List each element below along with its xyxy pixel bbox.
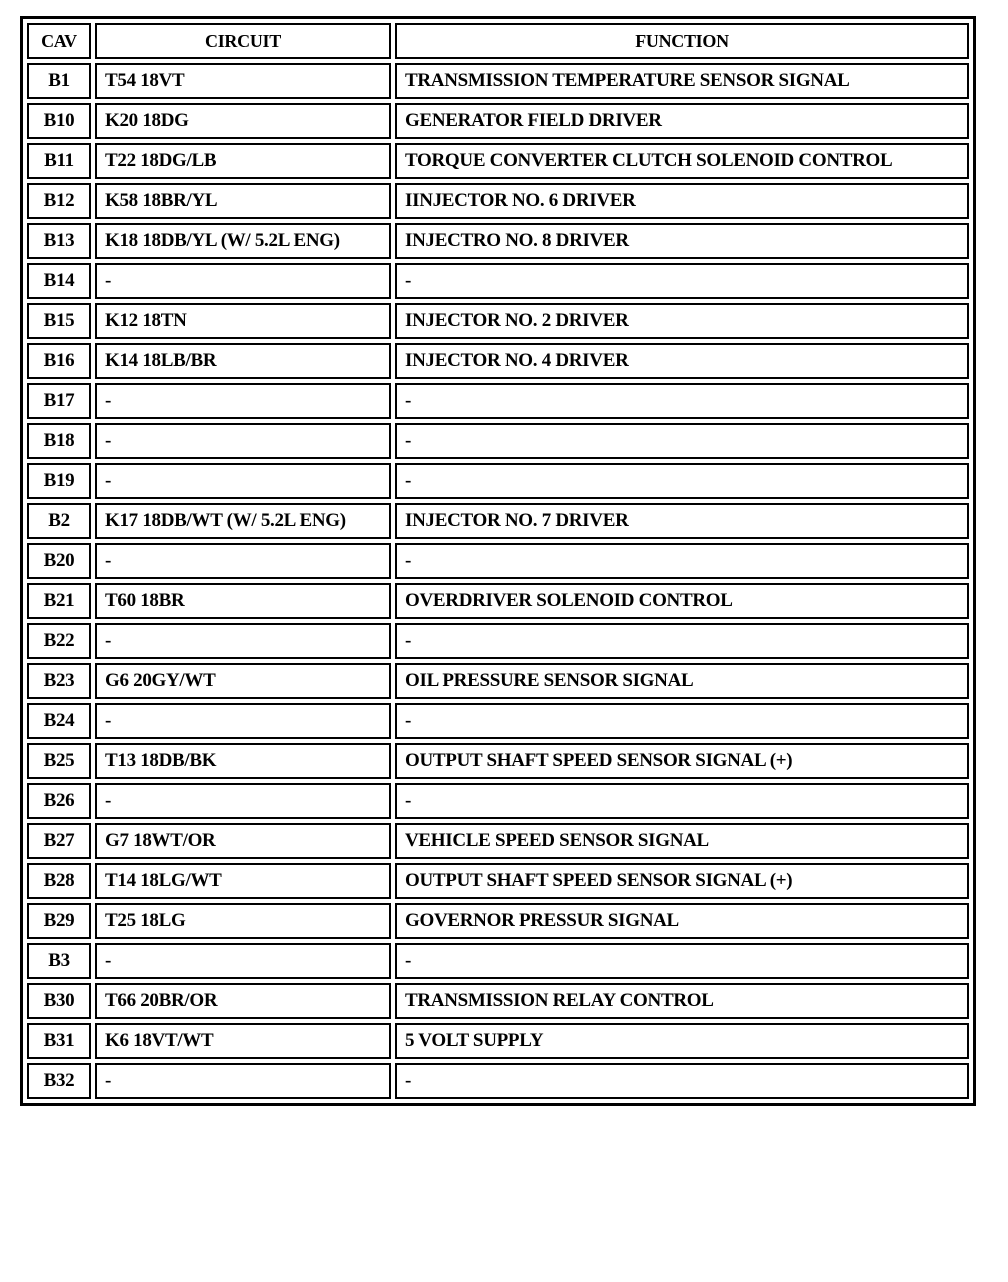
cav-cell: B28 — [27, 863, 91, 899]
cav-cell: B12 — [27, 183, 91, 219]
table-row — [27, 583, 969, 619]
function-cell: OVERDRIVER SOLENOID CONTROL — [395, 583, 969, 619]
table-row — [27, 663, 969, 699]
cav-cell: B20 — [27, 543, 91, 579]
header-row — [27, 23, 969, 59]
circuit-cell: K6 18VT/WT — [95, 1023, 391, 1059]
table-row — [27, 543, 969, 579]
circuit-cell: T60 18BR — [95, 583, 391, 619]
cav-cell: B15 — [27, 303, 91, 339]
cav-cell: B1 — [27, 63, 91, 99]
table-row — [27, 1063, 969, 1099]
table-row — [27, 183, 969, 219]
table-row — [27, 1023, 969, 1059]
function-cell: 5 VOLT SUPPLY — [395, 1023, 969, 1059]
circuit-cell: T14 18LG/WT — [95, 863, 391, 899]
table-row — [27, 983, 969, 1019]
function-cell: INJECTOR NO. 4 DRIVER — [395, 343, 969, 379]
table-row — [27, 463, 969, 499]
circuit-cell: - — [95, 623, 391, 659]
table-row — [27, 863, 969, 899]
cav-cell: B18 — [27, 423, 91, 459]
cav-cell: B3 — [27, 943, 91, 979]
table-row — [27, 263, 969, 299]
table-row — [27, 503, 969, 539]
cav-cell: B32 — [27, 1063, 91, 1099]
cav-cell: B14 — [27, 263, 91, 299]
function-cell: - — [395, 623, 969, 659]
circuit-cell: G6 20GY/WT — [95, 663, 391, 699]
cav-cell: B29 — [27, 903, 91, 939]
circuit-cell: K20 18DG — [95, 103, 391, 139]
table-row — [27, 303, 969, 339]
function-cell: OUTPUT SHAFT SPEED SENSOR SIGNAL (+) — [395, 743, 969, 779]
table-row — [27, 143, 969, 179]
cav-cell: B24 — [27, 703, 91, 739]
function-cell: GENERATOR FIELD DRIVER — [395, 103, 969, 139]
cav-cell: B17 — [27, 383, 91, 419]
circuit-cell: T13 18DB/BK — [95, 743, 391, 779]
circuit-cell: K14 18LB/BR — [95, 343, 391, 379]
circuit-cell: K58 18BR/YL — [95, 183, 391, 219]
header-function: FUNCTION — [395, 23, 969, 59]
function-cell: - — [395, 703, 969, 739]
function-cell: OUTPUT SHAFT SPEED SENSOR SIGNAL (+) — [395, 863, 969, 899]
function-cell: TRANSMISSION TEMPERATURE SENSOR SIGNAL — [395, 63, 969, 99]
function-cell: - — [395, 263, 969, 299]
table-row — [27, 383, 969, 419]
table-body — [27, 63, 969, 1099]
circuit-cell: - — [95, 943, 391, 979]
function-cell: INJECTOR NO. 7 DRIVER — [395, 503, 969, 539]
function-cell: OIL PRESSURE SENSOR SIGNAL — [395, 663, 969, 699]
circuit-cell: G7 18WT/OR — [95, 823, 391, 859]
table-row — [27, 103, 969, 139]
circuit-cell: - — [95, 783, 391, 819]
circuit-cell: K17 18DB/WT (W/ 5.2L ENG) — [95, 503, 391, 539]
table-row — [27, 423, 969, 459]
table-row — [27, 783, 969, 819]
circuit-cell: K12 18TN — [95, 303, 391, 339]
circuit-cell: K18 18DB/YL (W/ 5.2L ENG) — [95, 223, 391, 259]
cav-cell: B26 — [27, 783, 91, 819]
function-cell: - — [395, 943, 969, 979]
cav-cell: B21 — [27, 583, 91, 619]
function-cell: TORQUE CONVERTER CLUTCH SOLENOID CONTROL — [395, 143, 969, 179]
cav-cell: B11 — [27, 143, 91, 179]
connector-pinout-table — [20, 16, 976, 1106]
table-row — [27, 703, 969, 739]
cav-cell: B16 — [27, 343, 91, 379]
header-circuit: CIRCUIT — [95, 23, 391, 59]
header-cav: CAV — [27, 23, 91, 59]
function-cell: - — [395, 423, 969, 459]
circuit-cell: T66 20BR/OR — [95, 983, 391, 1019]
cav-cell: B23 — [27, 663, 91, 699]
function-cell: GOVERNOR PRESSUR SIGNAL — [395, 903, 969, 939]
circuit-cell: - — [95, 543, 391, 579]
circuit-cell: T22 18DG/LB — [95, 143, 391, 179]
table-row — [27, 63, 969, 99]
table-row — [27, 743, 969, 779]
function-cell: VEHICLE SPEED SENSOR SIGNAL — [395, 823, 969, 859]
function-cell: INJECTOR NO. 2 DRIVER — [395, 303, 969, 339]
cav-cell: B10 — [27, 103, 91, 139]
function-cell: - — [395, 783, 969, 819]
circuit-cell: - — [95, 383, 391, 419]
function-cell: IINJECTOR NO. 6 DRIVER — [395, 183, 969, 219]
cav-cell: B30 — [27, 983, 91, 1019]
function-cell: TRANSMISSION RELAY CONTROL — [395, 983, 969, 1019]
cav-cell: B27 — [27, 823, 91, 859]
cav-cell: B25 — [27, 743, 91, 779]
cav-cell: B19 — [27, 463, 91, 499]
cav-cell: B31 — [27, 1023, 91, 1059]
function-cell: - — [395, 383, 969, 419]
table-row — [27, 623, 969, 659]
circuit-cell: - — [95, 463, 391, 499]
circuit-cell: - — [95, 423, 391, 459]
table-row — [27, 943, 969, 979]
circuit-cell: - — [95, 1063, 391, 1099]
table-row — [27, 343, 969, 379]
function-cell: - — [395, 543, 969, 579]
function-cell: INJECTRO NO. 8 DRIVER — [395, 223, 969, 259]
table-row — [27, 823, 969, 859]
function-cell: - — [395, 1063, 969, 1099]
circuit-cell: T25 18LG — [95, 903, 391, 939]
circuit-cell: T54 18VT — [95, 63, 391, 99]
table-row — [27, 903, 969, 939]
function-cell: - — [395, 463, 969, 499]
cav-cell: B22 — [27, 623, 91, 659]
table-row — [27, 223, 969, 259]
circuit-cell: - — [95, 703, 391, 739]
cav-cell: B13 — [27, 223, 91, 259]
circuit-cell: - — [95, 263, 391, 299]
cav-cell: B2 — [27, 503, 91, 539]
